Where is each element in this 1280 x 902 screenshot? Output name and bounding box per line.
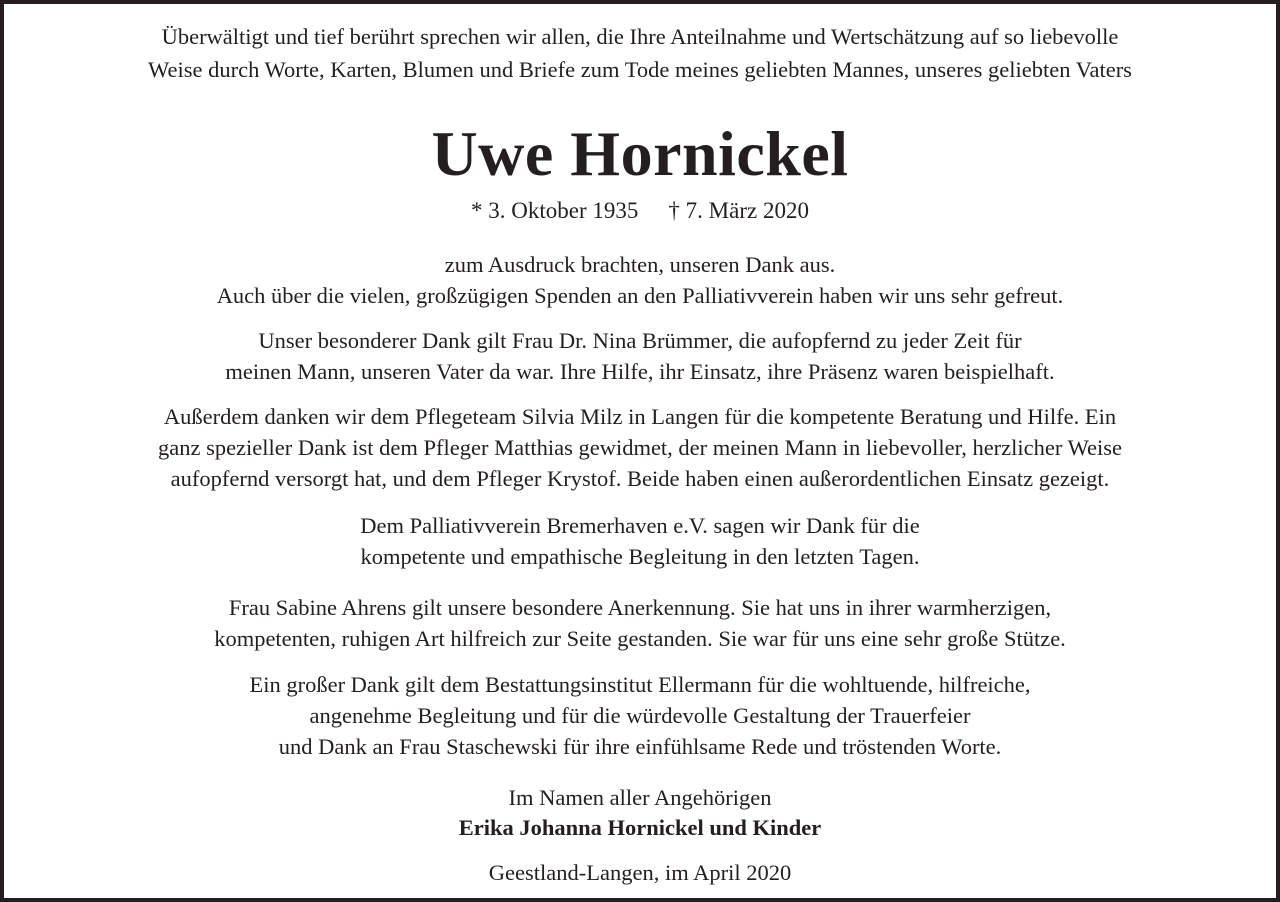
place-date: Geestland-Langen, im April 2020	[488, 860, 792, 885]
thanks-line: Ein großer Dank gilt dem Bestattungsinstitut Ellermann für die wohltuende, hilfreiche,	[249, 672, 1031, 697]
intro-line-1: Überwältigt und tief berührt sprechen wir allen, die Ihre Anteilnahme und Wertschätzung auf so liebevolle	[161, 24, 1119, 49]
birth-date: * 3. Oktober 1935	[471, 198, 639, 223]
signatories: Erika Johanna Hornickel und Kinder	[458, 815, 822, 840]
thanks-line: zum Ausdruck brachten, unseren Dank aus.	[444, 252, 836, 277]
thanks-line: angenehme Begleitung und für die würdevolle Gestaltung der Trauerfeier	[309, 703, 971, 728]
on-behalf-line: Im Namen aller Angehörigen	[508, 785, 772, 810]
intro-line-2: Weise durch Worte, Karten, Blumen und Briefe zum Tode meines geliebten Mannes, unseres geliebten Vaters	[148, 57, 1132, 82]
thanks-line: Auch über die vielen, großzügigen Spenden an den Palliativverein haben wir uns sehr gefreut.	[216, 283, 1064, 308]
thanks-line: und Dank an Frau Staschewski für ihre einfühlsame Rede und tröstenden Worte.	[278, 734, 1002, 759]
thanks-line: aufopfernd versorgt hat, und dem Pfleger Krystof. Beide haben einen außerordentlichen Einsatz gezeigt.	[170, 466, 1110, 491]
death-date: † 7. März 2020	[668, 198, 809, 223]
life-dates	[4, 196, 1276, 226]
thanks-line: Unser besonderer Dank gilt Frau Dr. Nina Brümmer, die aufopfernd zu jeder Zeit für	[258, 328, 1022, 353]
thanks-line: Außerdem danken wir dem Pflegeteam Silvia Milz in Langen für die kompetente Beratung und Hilfe. Ein	[163, 404, 1117, 429]
deceased-name: Uwe Hornickel	[431, 118, 849, 189]
thanks-line: kompetente und empathische Begleitung in den letzten Tagen.	[360, 544, 920, 569]
thanks-line: kompetenten, ruhigen Art hilfreich zur Seite gestanden. Sie war für uns eine sehr große Stütze.	[214, 626, 1066, 651]
thanks-line: ganz spezieller Dank ist dem Pfleger Matthias gewidmet, der meinen Mann in liebevoller, herzlicher Weise	[157, 435, 1123, 460]
thanks-line: meinen Mann, unseren Vater da war. Ihre Hilfe, ihr Einsatz, ihre Präsenz waren beispielhaft.	[225, 359, 1055, 384]
thanks-line: Dem Palliativverein Bremerhaven e.V. sagen wir Dank für die	[360, 513, 920, 538]
thanks-line: Frau Sabine Ahrens gilt unsere besondere Anerkennung. Sie hat uns in ihrer warmherzigen,	[228, 595, 1052, 620]
